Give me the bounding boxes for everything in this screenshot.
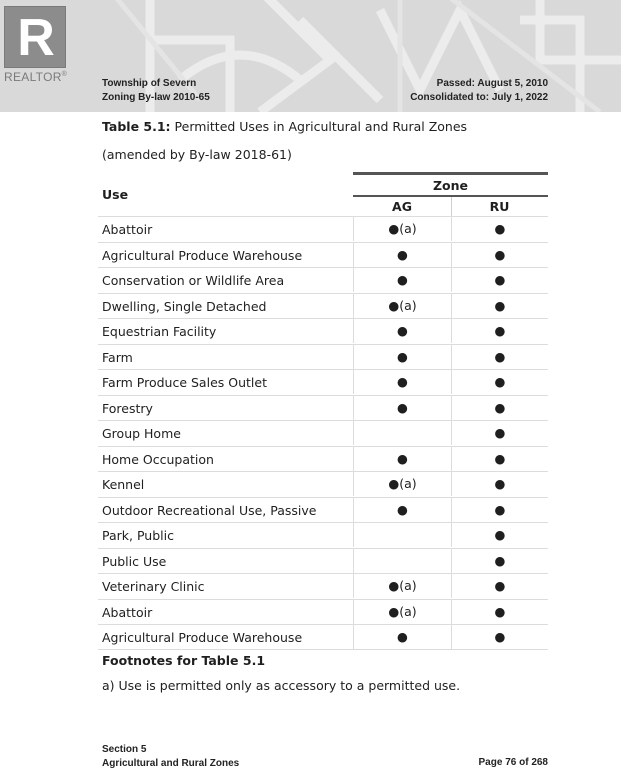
ag-cell: ● (353, 498, 451, 522)
table-row (98, 497, 548, 523)
ag-cell: ● (353, 268, 451, 292)
ru-cell: ● (451, 217, 548, 241)
ag-cell: ● (353, 370, 451, 394)
table-row (98, 267, 548, 293)
ag-cell: ●(a) (353, 294, 451, 318)
ru-cell: ● (451, 268, 548, 292)
ag-cell (353, 549, 451, 573)
use-cell: Equestrian Facility (102, 324, 217, 339)
ru-cell: ● (451, 243, 548, 267)
use-cell: Farm (102, 349, 133, 365)
ag-cell (353, 523, 451, 547)
footnote-a: a) Use is permitted only as accessory to a permitted use. (102, 678, 461, 693)
ru-cell: ● (451, 319, 548, 343)
ru-cell: ● (451, 396, 548, 420)
ru-cell: ● (451, 523, 548, 547)
ag-cell: ● (353, 345, 451, 369)
table-row (98, 446, 548, 472)
table-caption-number: Table 5.1: (102, 119, 171, 134)
zone-header-rule (353, 172, 548, 175)
header-right (410, 77, 548, 105)
bylaw-number: Zoning By-law 2010-65 (102, 92, 210, 103)
ag-cell: ●(a) (353, 217, 451, 241)
ag-cell (353, 421, 451, 445)
consolidated-date: Consolidated to: July 1, 2022 (410, 92, 548, 103)
table-row (98, 624, 548, 650)
realtor-logo-icon (4, 6, 68, 86)
use-cell: Group Home (102, 426, 181, 441)
ru-cell: ● (451, 294, 548, 318)
header-banner (0, 0, 621, 112)
table-caption (102, 119, 467, 134)
footnotes-title: Footnotes for Table 5.1 (102, 653, 266, 668)
table-row (98, 395, 548, 421)
table-amendment-note: (amended by By-law 2018-61) (102, 147, 292, 162)
ru-cell: ● (451, 549, 548, 573)
table-body (98, 216, 548, 650)
table-header (98, 172, 548, 216)
ru-cell: ● (451, 600, 548, 624)
realtor-logo-mark: R (17, 9, 55, 67)
ru-cell: ● (451, 345, 548, 369)
use-cell: Dwelling, Single Detached (102, 298, 267, 314)
table-row (98, 573, 548, 599)
use-cell: Kennel (102, 477, 145, 492)
use-cell: Forestry (102, 400, 153, 416)
table-row (98, 522, 548, 548)
footer-page-number: Page 76 of 268 (478, 757, 548, 768)
use-cell: Agricultural Produce Warehouse (102, 630, 303, 645)
permitted-uses-table (98, 172, 548, 650)
ag-cell: ● (353, 447, 451, 471)
table-row (98, 369, 548, 395)
table-row (98, 548, 548, 574)
ag-cell: ● (353, 243, 451, 267)
table-row (98, 599, 548, 625)
table-row (98, 293, 548, 319)
ru-cell: ● (451, 370, 548, 394)
table-row (98, 420, 548, 446)
table-caption-text: Permitted Uses in Agricultural and Rural Zones (170, 119, 468, 134)
table-row (98, 344, 548, 370)
ru-cell: ● (451, 625, 548, 649)
ru-cell: ● (451, 447, 548, 471)
header-left (102, 77, 210, 105)
table-row (98, 242, 548, 268)
ru-cell: ● (451, 472, 548, 496)
realtor-wordmark: REALTOR® (4, 70, 68, 84)
use-cell: Abattoir (102, 222, 153, 237)
use-cell: Home Occupation (102, 451, 214, 467)
footer-section (102, 743, 239, 771)
ag-cell: ●(a) (353, 600, 451, 624)
table-row (98, 318, 548, 344)
ag-cell: ● (353, 319, 451, 343)
ru-cell: ● (451, 498, 548, 522)
use-cell: Agricultural Produce Warehouse (102, 247, 303, 263)
passed-date: Passed: August 5, 2010 (436, 78, 548, 89)
table-row (98, 216, 548, 242)
use-cell: Outdoor Recreational Use, Passive (102, 502, 317, 518)
use-cell: Conservation or Wildlife Area (102, 273, 285, 288)
ru-cell: ● (451, 574, 548, 598)
use-cell: Park, Public (102, 528, 174, 543)
use-cell: Abattoir (102, 604, 153, 620)
ag-cell: ●(a) (353, 574, 451, 598)
footer-section-number: Section 5 (102, 744, 147, 755)
use-cell: Public Use (102, 553, 167, 569)
township-name: Township of Severn (102, 78, 197, 89)
footer-section-name: Agricultural and Rural Zones (102, 758, 240, 769)
ag-cell: ● (353, 396, 451, 420)
ag-cell: ● (353, 625, 451, 649)
column-header-use: Use (102, 187, 129, 202)
ag-cell: ●(a) (353, 472, 451, 496)
use-cell: Veterinary Clinic (102, 579, 205, 594)
column-header-ag: AG (392, 199, 412, 214)
use-cell: Farm Produce Sales Outlet (102, 375, 267, 390)
column-header-zone: Zone (432, 178, 469, 193)
table-row (98, 471, 548, 497)
ru-cell: ● (451, 421, 548, 445)
realtor-logo-box (4, 6, 66, 68)
column-header-ru: RU (489, 199, 510, 214)
